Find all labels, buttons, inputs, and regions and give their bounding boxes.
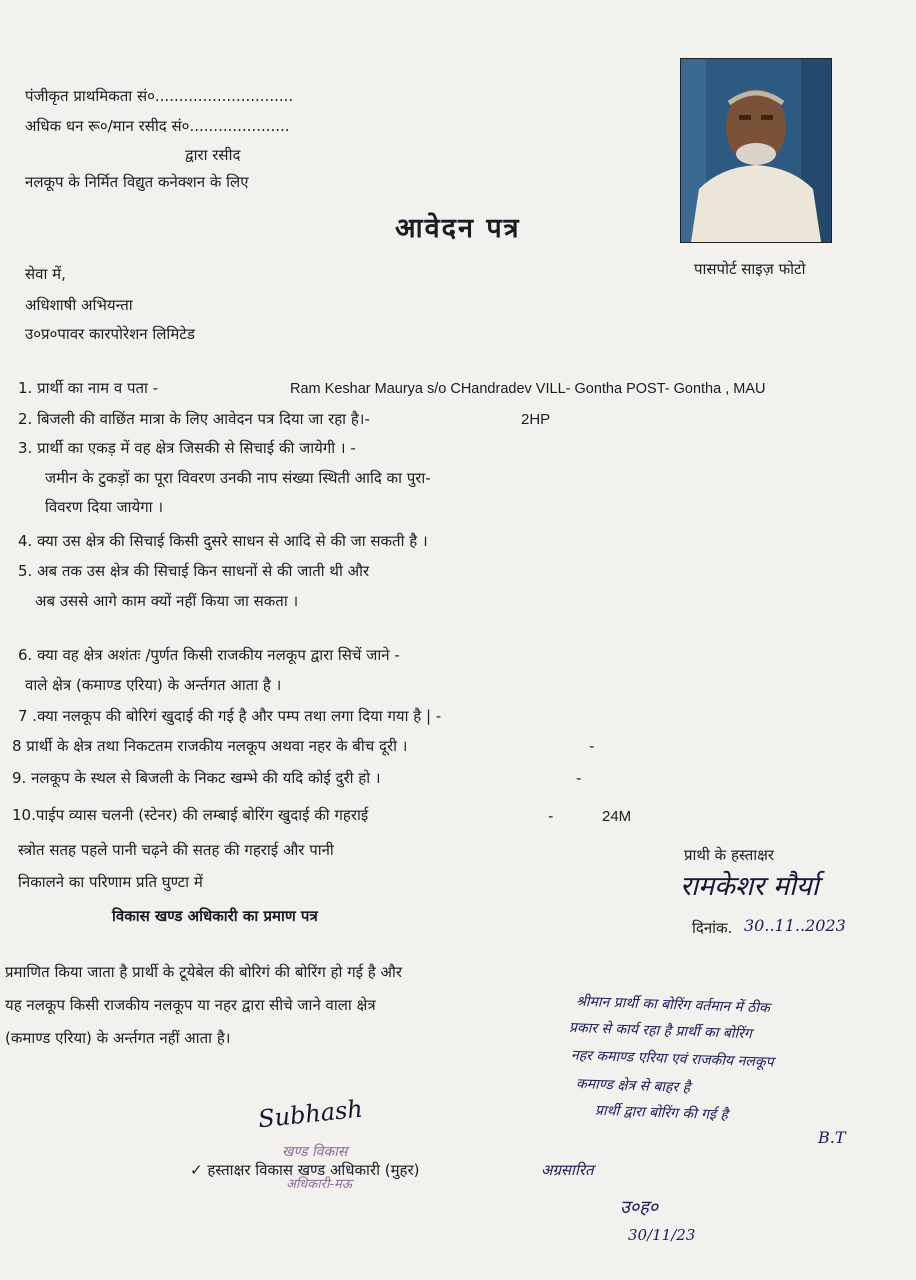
seal-line-2: अधिकारी-मऊ xyxy=(286,1177,352,1192)
handwritten-note-line-1: श्रीमान प्रार्थी का बोरिंग वर्तमान में ठीक xyxy=(575,993,771,1017)
item-10-answer: 24M xyxy=(602,808,632,825)
seal-line-1: खण्ड विकास xyxy=(282,1144,348,1160)
handwritten-note-line-4: कमाण्ड क्षेत्र से बाहर है xyxy=(575,1076,691,1096)
registration-number: पंजीकृत प्राथमिकता सं०............................. xyxy=(25,87,294,105)
handwritten-note-line-5: प्रार्थी द्वारा बोरिंग की गई है xyxy=(594,1102,729,1124)
receipt-number: अधिक धन रू०/मान रसीद सं०..................... xyxy=(25,117,290,135)
certificate-line-2: यह नलकूप किसी राजकीय नलकूप या नहर द्वारा सीचे जाने वाला क्षेत्र xyxy=(5,996,376,1014)
item-7-question: 7 .क्या नलकूप की बोरिगं खुदाई की गई है और पम्प तथा लगा दिया गया है | - xyxy=(18,707,442,725)
applicant-signature: रामकेशर मौर्या xyxy=(680,871,819,902)
forwarded-note: अग्रसारित xyxy=(541,1161,594,1179)
item-8-answer: - xyxy=(589,737,595,755)
address-officer: अधिशाषी अभियन्ता xyxy=(25,296,133,314)
item-2-question: 2. बिजली की वाछिंत मात्रा के लिए आवेदन पत्र दिया जा रहा है।- xyxy=(18,410,370,428)
address-organisation: उ०प्र०पावर कारपोरेशन लिमिटेड xyxy=(25,325,195,343)
officer-signature-label: ✓ हस्ताक्षर विकास खण्ड अधिकारी (मुहर) xyxy=(190,1161,420,1179)
passport-photo xyxy=(680,58,832,243)
certificate-line-1: प्रमाणित किया जाता है प्रार्थी के टूयेबेल की बोरिगं की बोरिंग हो गई है और xyxy=(5,963,402,981)
handwritten-note-signature: B.T xyxy=(818,1128,846,1147)
item-10-dash: - xyxy=(548,807,554,825)
item-3-question: 3. प्रार्थी का एकड़ में वह क्षेत्र जिसकी से सिचाई की जायेगी । - xyxy=(18,439,356,457)
handwritten-note-line-3: नहर कमाण्ड एरिया एवं राजकीय नलकूप xyxy=(570,1047,774,1071)
item-9-answer: - xyxy=(576,769,582,787)
item-2-answer: 2HP xyxy=(521,411,551,428)
item-10-question: 10.पाईप व्यास चलनी (स्टेनर) की लम्बाई बोरिंग खुदाई की गहराई xyxy=(12,806,369,824)
item-11-line-2: निकालने का परिणाम प्रति घुण्टा में xyxy=(18,873,203,891)
officer-signature: Subhash xyxy=(256,1094,364,1134)
address-salutation: सेवा में, xyxy=(25,265,66,283)
handwritten-note-line-2: प्रकार से कार्य रहा है प्रार्थी का बोरिंग xyxy=(568,1019,753,1043)
item-8-question: 8 प्रार्थी के क्षेत्र तथा निकटतम राजकीय नलकूप अथवा नहर के बीच दूरी । xyxy=(12,737,408,755)
ae-date: 30/11/23 xyxy=(628,1226,696,1244)
via-receipt: द्वारा रसीद xyxy=(185,146,241,164)
purpose-line: नलकूप के निर्मित विद्युत कनेक्शन के लिए xyxy=(25,173,249,191)
item-11-line-1: स्त्रोत सतह पहले पानी चढ़ने की सतह की गहराई और पानी xyxy=(18,841,334,859)
item-6-question: 6. क्या वह क्षेत्र अशंतः /पुर्णत किसी राजकीय नलकूप द्वारा सिचें जाने - xyxy=(18,646,400,664)
certificate-title: विकास खण्ड अधिकारी का प्रमाण पत्र xyxy=(112,907,318,925)
page-title: आवेदन पत्र xyxy=(395,213,521,244)
item-1-answer: Ram Keshar Maurya s/o CHandradev VILL- Gontha POST- Gontha , MAU xyxy=(290,381,766,397)
item-5-question: 5. अब तक उस क्षेत्र की सिचाई किन साधनों से की जाती थी और xyxy=(18,562,370,580)
item-6-line-2: वाले क्षेत्र (कमाण्ड एरिया) के अर्न्तगत आता है । xyxy=(25,676,282,694)
date-label: दिनांक. xyxy=(692,919,733,937)
certificate-line-3: (कमाण्ड एरिया) के अर्न्तगत नहीं आता है। xyxy=(5,1029,231,1047)
item-3-line-2: जमीन के टुकड़ों का पूरा विवरण उनकी नाप संख्या स्थिती आदि का पुरा- xyxy=(45,469,431,487)
item-1-question: 1. प्रार्थी का नाम व पता - xyxy=(18,379,159,397)
date-value: 30..11..2023 xyxy=(744,916,846,935)
item-9-question: 9. नलकूप के स्थल से बिजली के निकट खम्भे की यदि कोई दुरी हो । xyxy=(12,769,381,787)
applicant-signature-label: प्राथी के हस्ताक्षर xyxy=(684,846,775,864)
person-photo-icon xyxy=(681,59,831,242)
photo-caption: पासपोर्ट साइज़ फोटो xyxy=(694,260,806,278)
item-5-line-2: अब उससे आगे काम क्यों नहीं किया जा सकता । xyxy=(35,592,299,610)
item-4-question: 4. क्या उस क्षेत्र की सिचाई किसी दुसरे साधन से आदि से की जा सकती है । xyxy=(18,532,428,550)
ae-mark: उ०ह० xyxy=(620,1197,659,1218)
item-3-line-3: विवरण दिया जायेगा । xyxy=(45,498,164,516)
